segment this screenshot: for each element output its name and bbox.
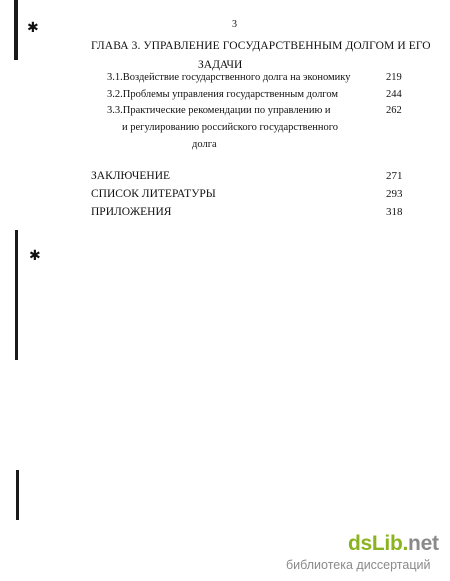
toc-section-page: 244: [386, 89, 402, 100]
page-number: 3: [232, 19, 237, 30]
binding-hole-mark: ✱: [27, 21, 39, 36]
toc-entry-label: ПРИЛОЖЕНИЯ: [91, 206, 172, 218]
watermark-tagline: библиотека диссертаций: [286, 558, 431, 572]
scan-edge-mark: [16, 470, 19, 520]
scan-edge-mark: [14, 0, 18, 60]
toc-entry-page: 271: [386, 170, 403, 182]
toc-entry-label: ЗАКЛЮЧЕНИЕ: [91, 170, 171, 182]
scan-edge-mark: [15, 230, 18, 360]
toc-section-label-cont: и регулированию российского государственного: [122, 122, 339, 133]
logo-main: dsLib: [348, 532, 403, 555]
logo-dot: .: [402, 532, 409, 555]
toc-entry-page: 318: [386, 206, 403, 218]
toc-section-label: 3.3.Практические рекомендации по управлению и: [107, 105, 331, 116]
toc-section-label: 3.2.Проблемы управления государственным долгом: [107, 89, 339, 100]
watermark-logo: [348, 532, 439, 556]
toc-section-page: 219: [386, 72, 402, 83]
binding-hole-mark: ✱: [29, 249, 41, 264]
toc-section-label: 3.1.Воздействие государственного долга на экономику: [107, 72, 351, 83]
toc-section-label-cont: долга: [192, 139, 217, 150]
chapter-title: ГЛАВА 3. УПРАВЛЕНИЕ ГОСУДАРСТВЕННЫМ ДОЛГОМ И ЕГО: [91, 40, 431, 52]
toc-entry-label: СПИСОК ЛИТЕРАТУРЫ: [91, 188, 216, 200]
toc-section-page: 262: [386, 105, 402, 116]
chapter-title-cont: ЗАДАЧИ: [198, 59, 243, 71]
logo-tld: net: [408, 532, 439, 555]
toc-entry-page: 293: [386, 188, 403, 200]
